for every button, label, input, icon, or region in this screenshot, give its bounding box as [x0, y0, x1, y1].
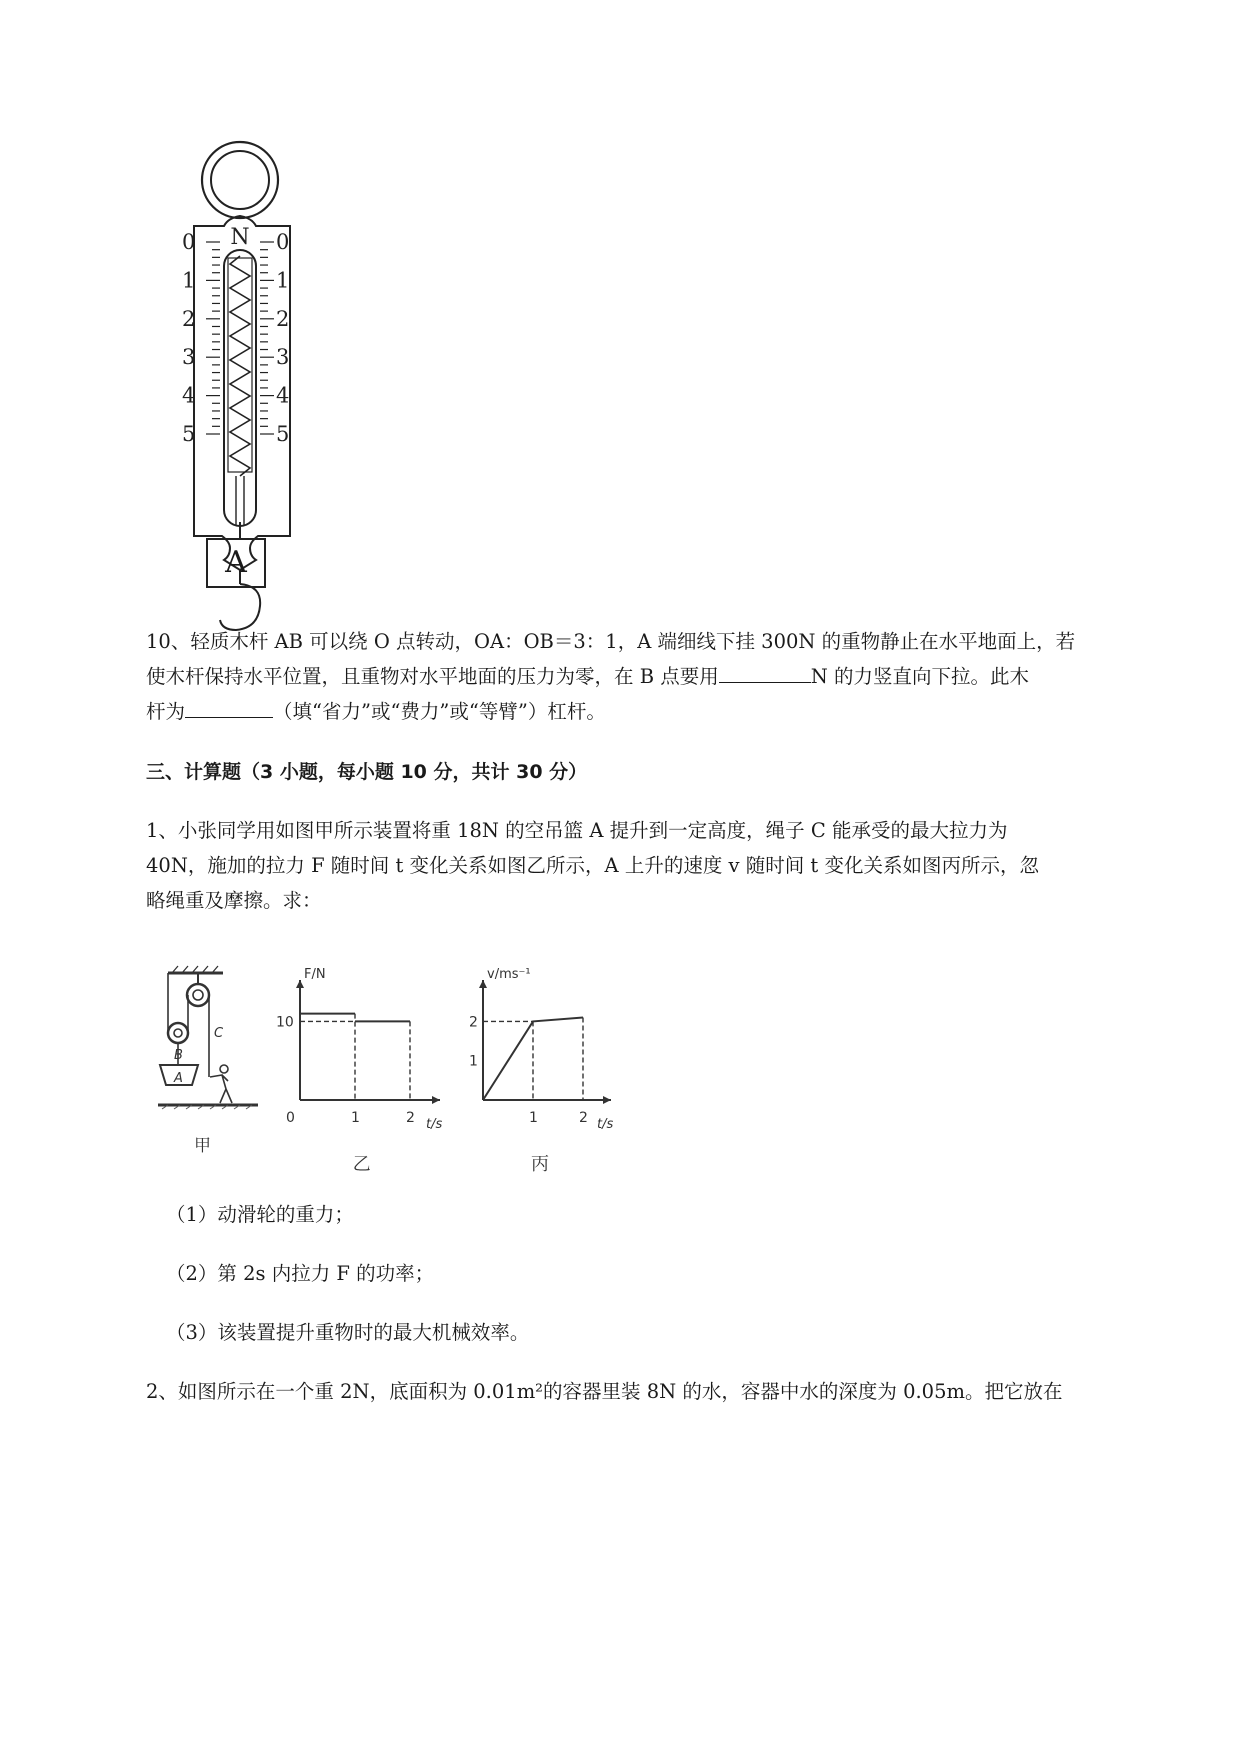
y-axis-arrow — [479, 980, 487, 988]
scale-label-right: 0 — [276, 230, 290, 254]
force-time-chart — [268, 960, 453, 1175]
velocity-time-chart — [455, 960, 615, 1175]
pulley-device-figure — [158, 965, 263, 1165]
x-axis-label: t/s — [426, 1117, 443, 1132]
q10-line-3-text-b: （填“省力”或“费力”或“等臂”）杠杆。 — [273, 700, 606, 723]
unit-label: N — [230, 225, 250, 250]
y-tick-label: 2 — [469, 1014, 478, 1031]
answer-blank-lever-type[interactable] — [185, 697, 273, 718]
hook-string — [239, 522, 241, 538]
chart-caption: 乙 — [352, 1154, 371, 1175]
q10-line-1: 10、轻质木杆 AB 可以绕 O 点转动，OA：OB＝3：1，A 端细线下挂 300N 的重物静止在水平地面上，若 — [146, 630, 1076, 653]
label-b: B — [174, 1048, 183, 1063]
caption-jia: 甲 — [194, 1136, 211, 1156]
y-axis-label: F/N — [304, 967, 326, 982]
scale-label-left: 4 — [182, 383, 196, 408]
scale-label-right: 5 — [276, 422, 290, 446]
y-axis-label: v/ms⁻¹ — [487, 967, 531, 982]
x-axis-arrow — [603, 1096, 611, 1104]
calc1-sub-3: （3）该装置提升重物时的最大机械效率。 — [166, 1321, 530, 1344]
x-tick-label: 2 — [579, 1110, 588, 1126]
scale-label-right: 2 — [276, 306, 290, 331]
x-tick-label: 1 — [351, 1110, 360, 1126]
y-tick-label: 10 — [276, 1014, 294, 1031]
answer-blank-force[interactable] — [719, 662, 811, 683]
x-axis-arrow — [432, 1096, 440, 1104]
scale-label-left: 0 — [182, 230, 196, 254]
calc1-line-1: 1、小张同学用如图甲所示装置将重 18N 的空吊篮 A 提升到一定高度，绳子 C 能承受的最大拉力为 — [146, 819, 1008, 842]
weight-block-a — [206, 538, 266, 588]
calc1-sub-1: （1）动滑轮的重力； — [166, 1203, 354, 1226]
weight-label: A — [225, 545, 247, 580]
label-c: C — [214, 1026, 224, 1041]
x-tick-label: 2 — [406, 1110, 415, 1126]
q10-line-3 — [146, 697, 606, 727]
q10-line-2-text-a: 使木杆保持水平位置，且重物对水平地面的压力为零，在 B 点要用 — [146, 665, 719, 688]
x-tick-label: 1 — [529, 1110, 538, 1126]
scale-label-left: 5 — [182, 422, 196, 446]
origin-label: 0 — [286, 1110, 295, 1126]
scale-label-left: 3 — [182, 345, 196, 370]
y-axis-arrow — [296, 980, 304, 988]
section-3-heading: 三、计算题（3 小题，每小题 10 分，共计 30 分） — [146, 761, 588, 783]
q10-line-3-text-a: 杆为 — [146, 700, 186, 723]
y-tick-label: 1 — [469, 1053, 478, 1070]
scale-label-right: 1 — [276, 268, 290, 293]
calc1-sub-2: （2）第 2s 内拉力 F 的功率； — [166, 1262, 435, 1285]
scale-label-right: 4 — [276, 383, 290, 408]
calc2-line-1: 2、如图所示在一个重 2N，底面积为 0.01m²的容器里装 8N 的水，容器中水的深度为 0.05m。把它放在 — [146, 1380, 1063, 1403]
label-a: A — [174, 1071, 183, 1086]
scale-label-left: 2 — [182, 306, 196, 331]
calc1-line-3: 略绳重及摩擦。求： — [146, 889, 322, 912]
scale-label-left: 1 — [182, 268, 196, 293]
scale-label-right: 3 — [276, 345, 290, 370]
q10-line-2-text-b: N 的力竖直向下拉。此木 — [810, 665, 1029, 688]
x-axis-label: t/s — [597, 1117, 614, 1132]
calc1-line-2: 40N，施加的拉力 F 随时间 t 变化关系如图乙所示，A 上升的速度 v 随时间 t 变化关系如图丙所示，忽 — [146, 854, 1039, 877]
q10-line-2 — [146, 662, 1029, 692]
chart-caption: 丙 — [531, 1154, 549, 1175]
